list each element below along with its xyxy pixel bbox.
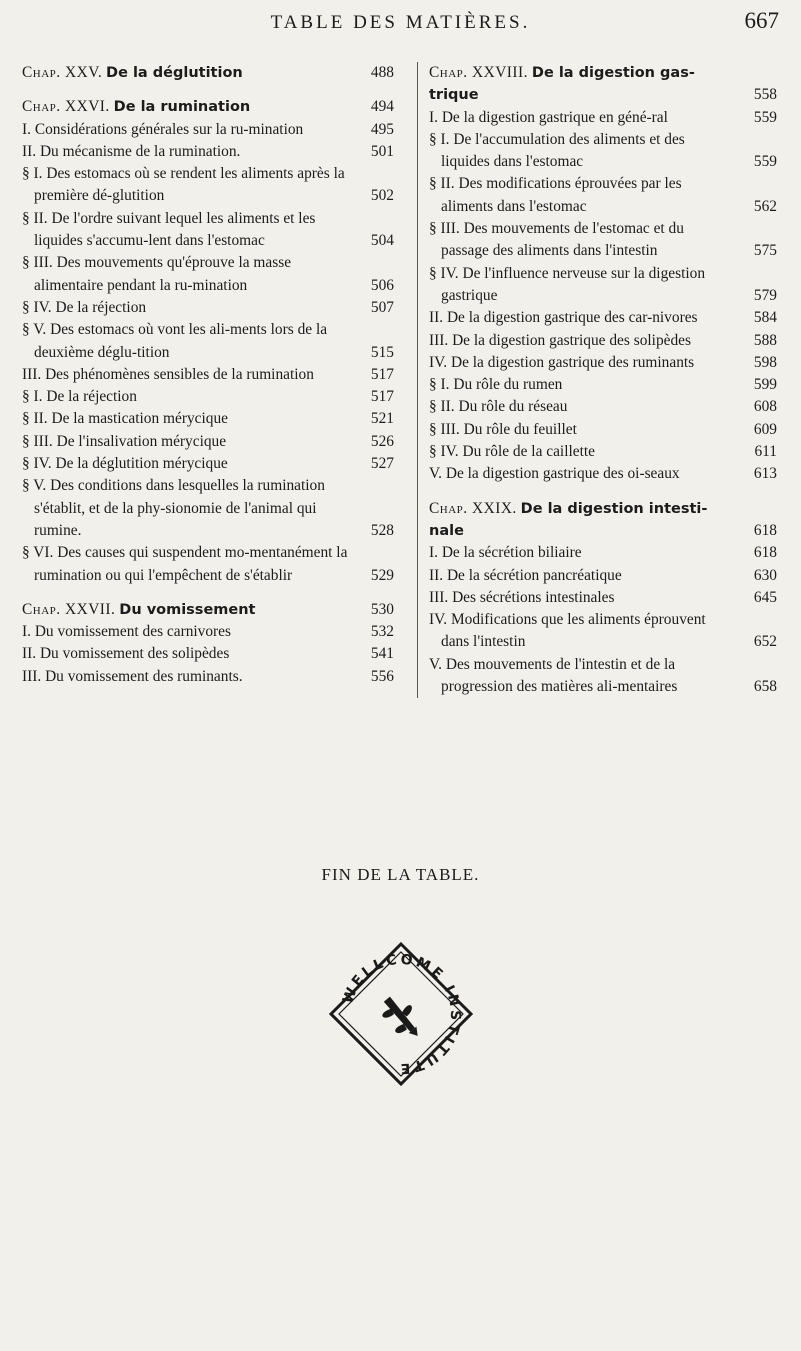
toc-section-entry	[429, 565, 777, 587]
entry-page-number: 530	[370, 600, 394, 618]
toc-section-entry	[22, 453, 394, 475]
toc-section-entry	[22, 542, 394, 587]
chapter-title: De la rumination	[113, 99, 251, 116]
toc-section-entry	[429, 542, 777, 564]
page-header	[0, 6, 801, 36]
entry-page-number: 494	[370, 98, 394, 116]
entry-page-number: 558	[753, 86, 777, 104]
entry-title: § IV. De la réjection	[22, 298, 147, 316]
entry-page-number: 517	[370, 388, 394, 406]
toc-section-entry	[22, 475, 394, 542]
entry-page-number: 611	[754, 443, 777, 461]
toc-chapter-entry	[429, 62, 777, 107]
entry-page-number: 588	[753, 331, 777, 349]
entry-page-number: 507	[370, 298, 394, 316]
chapter-number: Chap. XXV.	[22, 64, 103, 81]
entry-page-number: 532	[370, 623, 394, 641]
entry-title: V. De la digestion gastrique des oi-seaux	[429, 465, 680, 483]
entry-title: § III. Des mouvements de l'estomac et du passage des aliments dans l'intestin	[429, 220, 684, 260]
entry-page-number: 559	[753, 153, 777, 171]
entry-page-number: 630	[753, 566, 777, 584]
entry-page-number: 556	[370, 667, 394, 685]
entry-title: § I. Du rôle du rumen	[429, 376, 563, 394]
entry-title: § III. De l'insalivation mérycique	[22, 432, 227, 450]
entry-title: III. Du vomissement des ruminants.	[22, 667, 243, 685]
entry-title: § III. Des mouvements qu'éprouve la masse alimentaire pendant la ru-mination	[22, 254, 292, 294]
stamp-text: WELLCOME INSTITUTE	[339, 951, 464, 1077]
toc-section-entry	[22, 252, 394, 297]
entry-page-number: 526	[370, 432, 394, 450]
entry-title: § I. De la réjection	[22, 388, 137, 406]
toc-section-entry	[22, 119, 394, 141]
entry-page-number: 521	[370, 410, 394, 428]
chapter-number: Chap. XXVIII.	[429, 64, 529, 81]
toc-section-entry	[429, 218, 777, 263]
library-stamp	[327, 940, 475, 1088]
entry-page-number: 501	[370, 142, 394, 160]
entry-page-number: 527	[370, 455, 394, 473]
entry-title	[22, 62, 348, 84]
entry-title: § IV. De l'influence nerveuse sur la digestion gastrique	[429, 264, 706, 304]
entry-page-number: 541	[370, 645, 394, 663]
library-stamp-icon	[327, 940, 475, 1088]
entry-title: § V. Des estomacs où vont les ali-ments lors de la deuxième déglu-tition	[22, 321, 328, 361]
entry-page-number: 598	[753, 353, 777, 371]
entry-page-number: 562	[753, 197, 777, 215]
entry-title: IV. Modifications que les aliments éprouvent dans l'intestin	[429, 611, 706, 651]
toc-section-entry	[22, 163, 394, 208]
entry-title	[429, 62, 731, 107]
chapter-title: De la digestion intesti-nale	[429, 500, 708, 539]
toc-section-entry	[429, 587, 777, 609]
toc-section-entry	[22, 408, 394, 430]
entry-page-number: 515	[370, 343, 394, 361]
entry-page-number: 529	[370, 566, 394, 584]
entry-title: II. De la digestion gastrique des car-nivores	[429, 309, 698, 327]
toc-chapter-entry	[429, 498, 777, 543]
entry-page-number: 517	[370, 365, 394, 383]
entry-title: II. De la sécrétion pancréatique	[429, 566, 622, 584]
entry-title: § II. Des modifications éprouvées par les aliments dans l'estomac	[429, 175, 682, 215]
toc-section-entry	[22, 141, 394, 163]
entry-page-number: 658	[753, 678, 777, 696]
toc-section-entry	[429, 173, 777, 218]
entry-page-number: 495	[370, 120, 394, 138]
entry-page-number: 579	[753, 286, 777, 304]
entry-title	[22, 599, 348, 621]
entry-title	[429, 498, 731, 543]
toc-chapter-entry	[22, 96, 394, 118]
entry-page-number: 618	[753, 521, 777, 539]
toc-left-column	[22, 62, 394, 688]
toc-section-entry	[429, 374, 777, 396]
entry-title: § VI. Des causes qui suspendent mo-mentanément la rumination ou qui l'empêchent de s'établir	[22, 544, 348, 584]
toc-section-entry	[22, 364, 394, 386]
entry-page-number: 488	[370, 64, 394, 81]
entry-title: § V. Des conditions dans lesquelles la rumination s'établit, et de la phy-sionomie de l'animal qui rumine.	[22, 477, 325, 539]
entry-title: § I. De l'accumulation des aliments et des liquides dans l'estomac	[429, 130, 685, 171]
entry-page-number: 613	[753, 465, 777, 483]
entry-title	[22, 96, 348, 118]
entry-page-number: 618	[753, 544, 777, 562]
entry-title: II. Du vomissement des solipèdes	[22, 645, 230, 663]
toc-section-entry	[429, 609, 777, 654]
entry-page-number: 502	[370, 187, 394, 205]
running-title: TABLE DES MATIÈRES.	[270, 12, 531, 33]
chapter-number: Chap. XXIX.	[429, 499, 517, 517]
entry-title: § IV. De la déglutition mérycique	[22, 455, 228, 473]
entry-page-number: 504	[370, 232, 394, 250]
toc-section-entry	[429, 419, 777, 441]
toc-section-entry	[429, 352, 777, 374]
toc-section-entry	[22, 208, 394, 253]
entry-title: I. Considérations générales sur la ru-mination	[22, 120, 304, 138]
toc-section-entry	[22, 621, 394, 643]
toc-section-entry	[22, 319, 394, 364]
entry-title: V. Des mouvements de l'intestin et de la progression des matières ali-mentaires	[429, 655, 678, 696]
toc-chapter-entry	[22, 599, 394, 621]
end-note: FIN DE LA TABLE.	[321, 865, 480, 884]
toc-section-entry	[22, 431, 394, 453]
entry-title: § II. De l'ordre suivant lequel les aliments et les liquides s'accumu-lent dans l'estomac	[22, 209, 316, 250]
entry-title: III. Des sécrétions intestinales	[429, 588, 615, 606]
entry-title: IV. De la digestion gastrique des ruminants	[429, 353, 695, 371]
page-number: 667	[744, 8, 779, 33]
toc-section-entry	[22, 297, 394, 319]
entry-title: § II. Du rôle du réseau	[429, 398, 568, 416]
toc-section-entry	[22, 666, 394, 688]
chapter-number: Chap. XXVI.	[22, 98, 110, 116]
entry-title: I. De la sécrétion biliaire	[429, 544, 582, 562]
chapter-title: De la déglutition	[106, 65, 243, 81]
toc-section-entry	[429, 654, 777, 699]
entry-title: § II. De la mastication mérycique	[22, 410, 228, 428]
entry-page-number: 609	[753, 420, 777, 438]
toc-section-entry	[22, 386, 394, 408]
toc-section-entry	[429, 107, 777, 129]
toc-chapter-entry	[22, 62, 394, 84]
entry-title: § I. Des estomacs où se rendent les aliments après la première dé-glutition	[22, 165, 345, 205]
entry-page-number: 506	[370, 276, 394, 294]
chapter-number: Chap. XXVII.	[22, 600, 116, 618]
toc-section-entry	[429, 441, 777, 463]
entry-title: I. Du vomissement des carnivores	[22, 623, 232, 641]
toc-section-entry	[429, 263, 777, 308]
chapter-title: Du vomissement	[119, 601, 256, 618]
entry-page-number: 528	[370, 521, 394, 539]
toc-section-entry	[429, 129, 777, 174]
toc-section-entry	[429, 330, 777, 352]
entry-page-number: 584	[753, 309, 777, 327]
entry-title: II. Du mécanisme de la rumination.	[22, 142, 241, 160]
toc-section-entry	[429, 396, 777, 418]
chapter-title: De la digestion gas-trique	[429, 65, 695, 104]
entry-title: III. Des phénomènes sensibles de la rumination	[22, 365, 314, 383]
toc-section-entry	[429, 463, 777, 485]
entry-title: III. De la digestion gastrique des solipèdes	[429, 331, 692, 349]
entry-page-number: 575	[753, 242, 777, 260]
toc-section-entry	[429, 307, 777, 329]
entry-page-number: 608	[753, 398, 777, 416]
entry-page-number: 599	[753, 376, 777, 394]
entry-title: I. De la digestion gastrique en géné-ral	[429, 108, 668, 126]
entry-title: § III. Du rôle du feuillet	[429, 420, 577, 438]
toc-section-entry	[22, 643, 394, 665]
entry-page-number: 559	[753, 108, 777, 126]
entry-page-number: 652	[753, 633, 777, 651]
entry-page-number: 645	[753, 588, 777, 606]
toc-right-column	[417, 62, 777, 698]
entry-title: § IV. Du rôle de la caillette	[429, 443, 595, 461]
